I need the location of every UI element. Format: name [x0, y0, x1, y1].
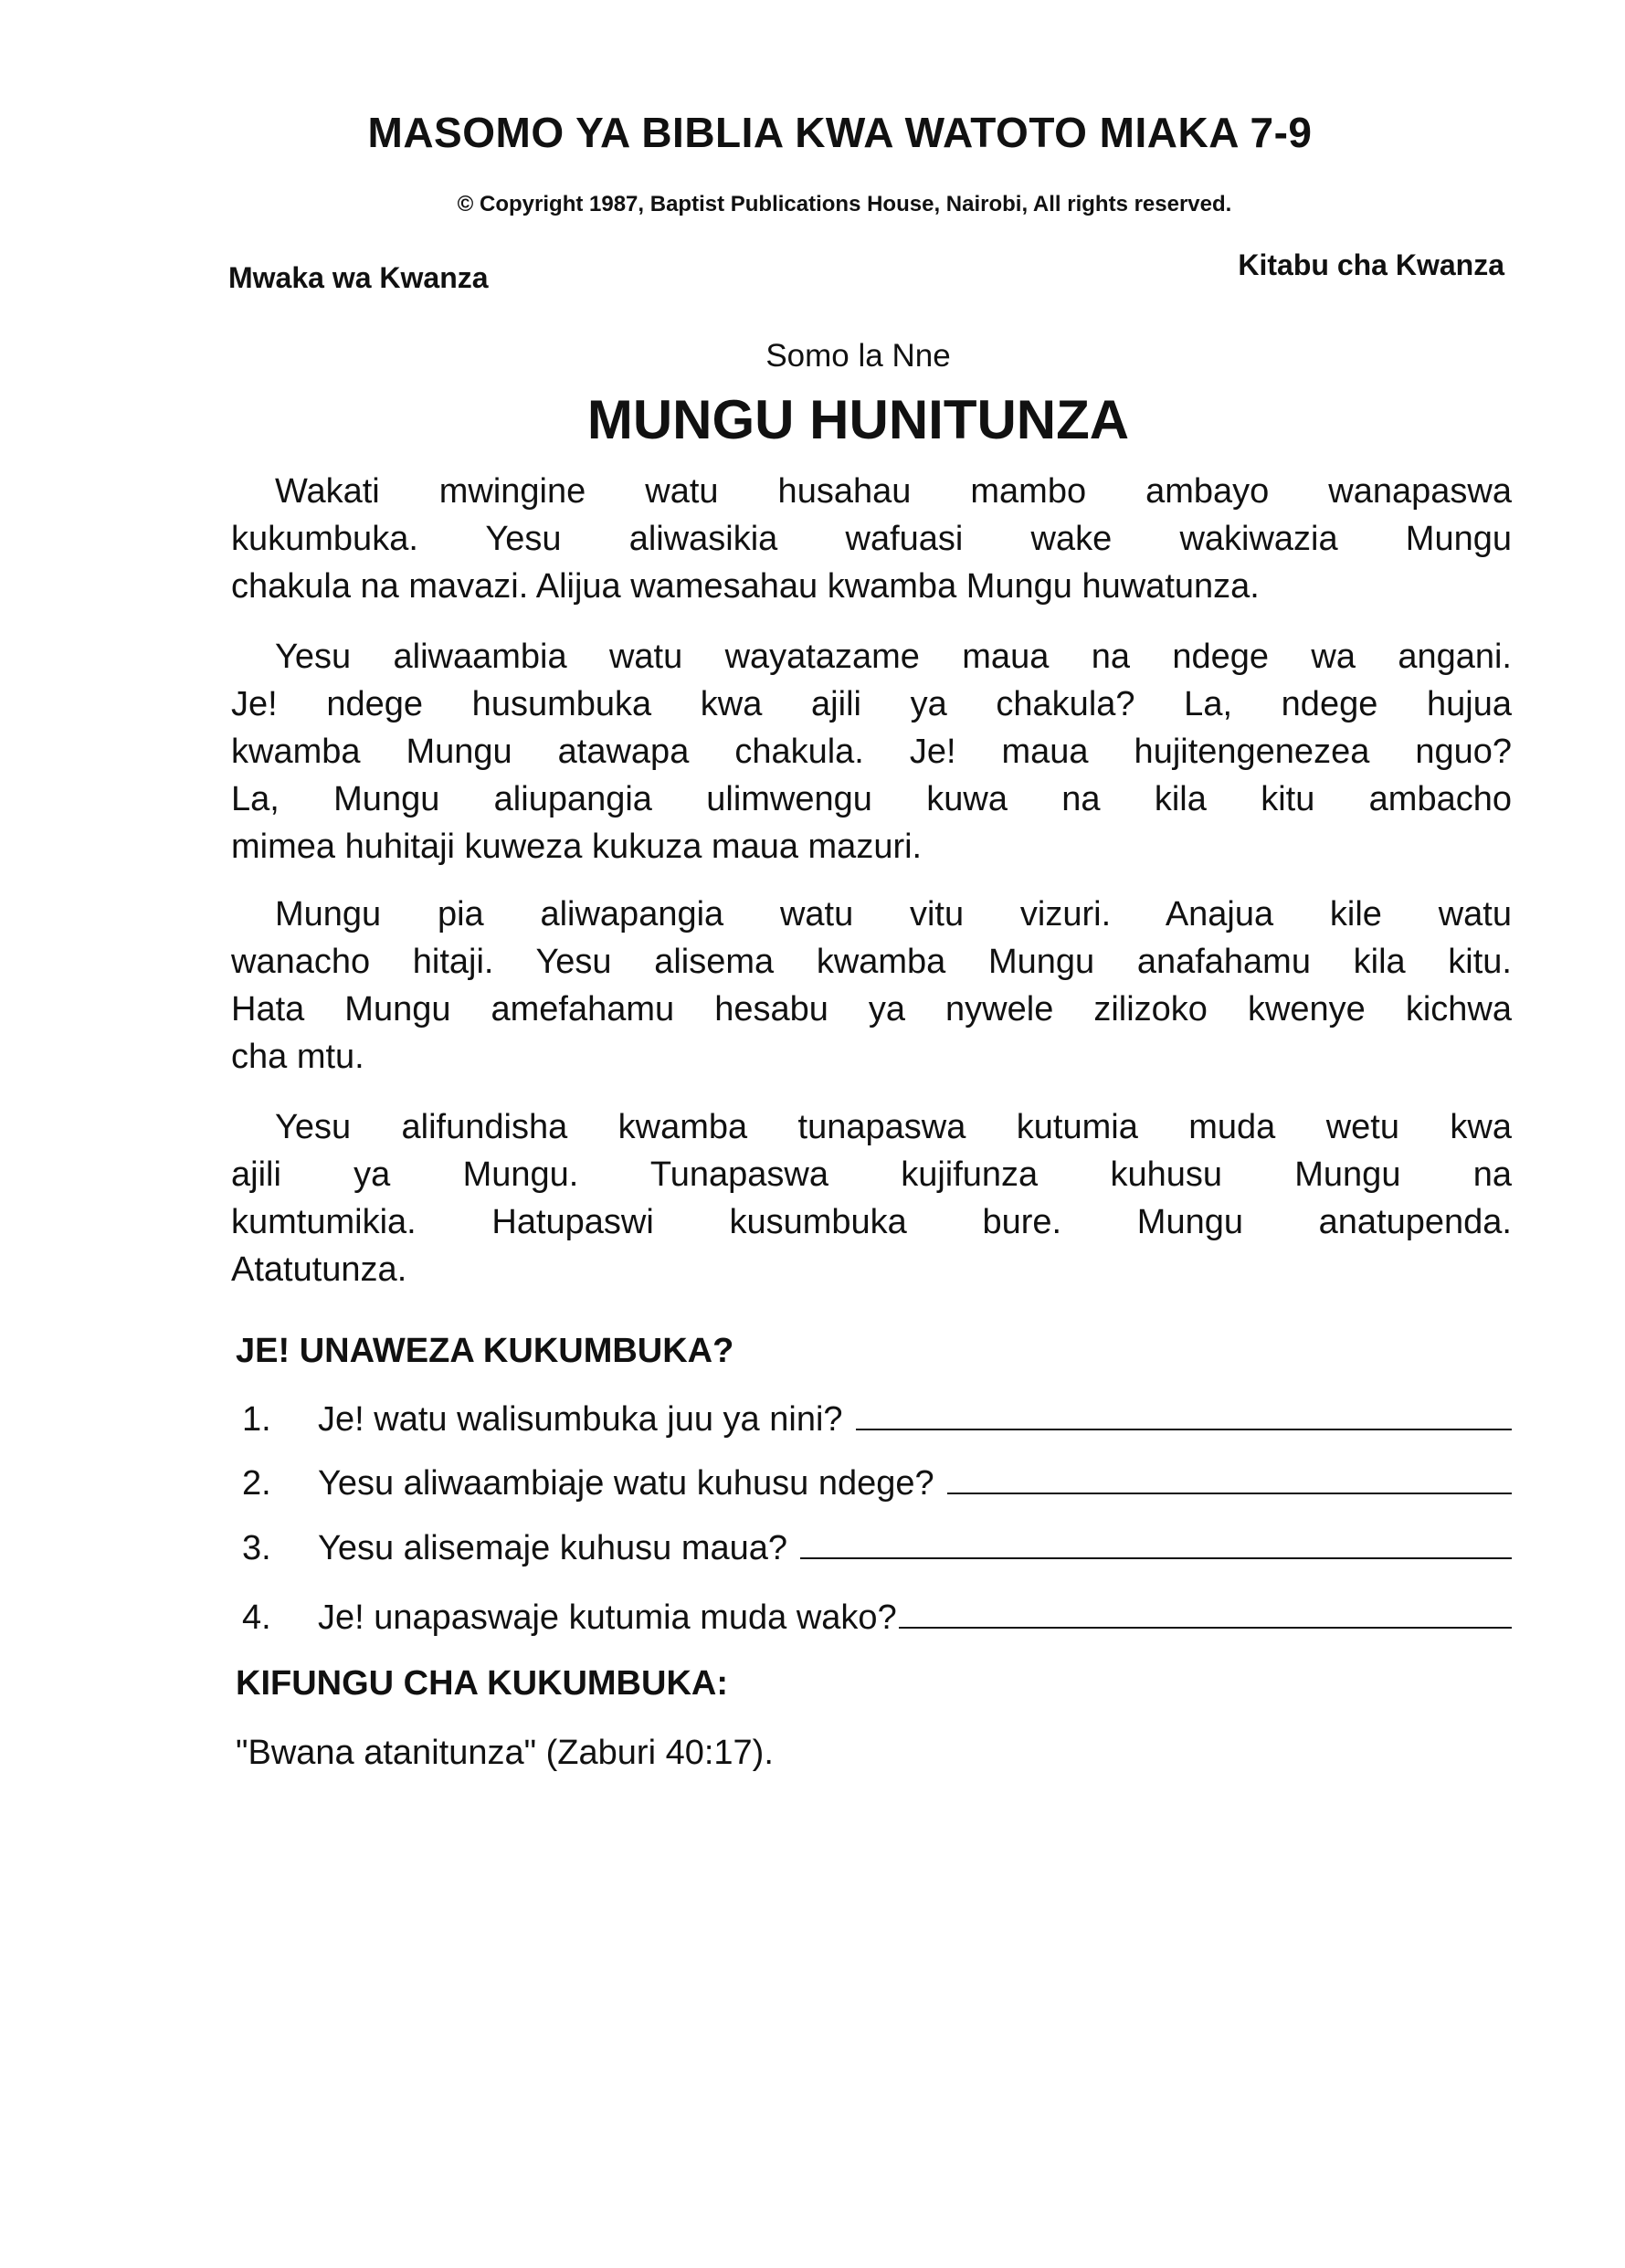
answer-line[interactable] [899, 1626, 1512, 1629]
question-number: 2. [242, 1464, 271, 1503]
paragraph-line: chakula na mavazi. Alijua wamesahau kwamba Mungu huwatunza. [231, 567, 1260, 606]
question-number: 1. [242, 1400, 271, 1439]
question-text: Je! unapaswaje kutumia muda wako? [318, 1598, 897, 1637]
question-1 [242, 1400, 1512, 1440]
paragraph-line: mimea huhitaji kuweza kukuza maua mazuri. [231, 828, 923, 866]
paragraph-line: La, Mungu aliupangia ulimwengu kuwa na kila kitu ambacho [231, 780, 1512, 818]
paragraph-line: Hata Mungu amefahamu hesabu ya nywele zilizoko kwenye kichwa [231, 990, 1512, 1029]
paragraph-line: Mungu pia aliwapangia watu vitu vizuri. Anajua kile watu [275, 895, 1512, 934]
lesson-number: Somo la Nne [765, 338, 951, 374]
question-4 [242, 1598, 1512, 1638]
paragraph-4 [231, 1103, 1512, 1293]
paragraph-line: Yesu aliwaambia watu wayatazame maua na ndege wa angani. [275, 638, 1512, 676]
paragraph-3 [231, 891, 1512, 1081]
paragraph-2 [231, 633, 1512, 870]
paragraph-line: kumtumikia. Hatupaswi kusumbuka bure. Mungu anatupenda. [231, 1203, 1512, 1241]
lesson-title: MUNGU HUNITUNZA [586, 389, 1130, 450]
question-text: Yesu alisemaje kuhusu maua? [318, 1529, 788, 1567]
question-text: Yesu aliwaambiaje watu kuhusu ndege? [318, 1464, 934, 1503]
paragraph-line: wanacho hitaji. Yesu alisema kwamba Mungu anafahamu kila kitu. [231, 943, 1512, 981]
document-title: MASOMO YA BIBLIA KWA WATOTO MIAKA 7-9 [367, 109, 1313, 156]
copyright-notice: © Copyright 1987, Baptist Publications House, Nairobi, All rights reserved. [457, 192, 1232, 216]
answer-line[interactable] [856, 1428, 1512, 1430]
paragraph-line: kukumbuka. Yesu aliwasikia wafuasi wake wakiwazia Mungu [231, 520, 1512, 558]
year-label: Mwaka wa Kwanza [228, 261, 489, 294]
paragraph-line: Wakati mwingine watu husahau mambo ambayo wanapaswa [275, 472, 1512, 511]
memory-verse-text: "Bwana atanitunza" (Zaburi 40:17). [236, 1734, 774, 1772]
answer-line[interactable] [800, 1556, 1512, 1559]
questions-heading: JE! UNAWEZA KUKUMBUKA? [236, 1332, 734, 1370]
question-text: Je! watu walisumbuka juu ya nini? [318, 1400, 843, 1439]
paragraph-line: cha mtu. [231, 1038, 364, 1076]
book-label: Kitabu cha Kwanza [1238, 248, 1504, 281]
paragraph-1 [231, 468, 1512, 610]
question-3 [242, 1529, 1512, 1568]
question-2 [242, 1464, 1512, 1503]
question-number: 3. [242, 1529, 271, 1567]
question-number: 4. [242, 1598, 271, 1637]
paragraph-line: ajili ya Mungu. Tunapaswa kujifunza kuhusu Mungu na [231, 1155, 1512, 1194]
answer-line[interactable] [947, 1492, 1512, 1494]
paragraph-line: Atatutunza. [231, 1250, 407, 1289]
paragraph-line: Je! ndege husumbuka kwa ajili ya chakula? La, ndege hujua [231, 685, 1512, 723]
memory-verse-heading: KIFUNGU CHA KUKUMBUKA: [236, 1664, 728, 1703]
paragraph-line: kwamba Mungu atawapa chakula. Je! maua hujitengenezea nguo? [231, 733, 1512, 771]
paragraph-line: Yesu alifundisha kwamba tunapaswa kutumia muda wetu kwa [275, 1108, 1512, 1146]
